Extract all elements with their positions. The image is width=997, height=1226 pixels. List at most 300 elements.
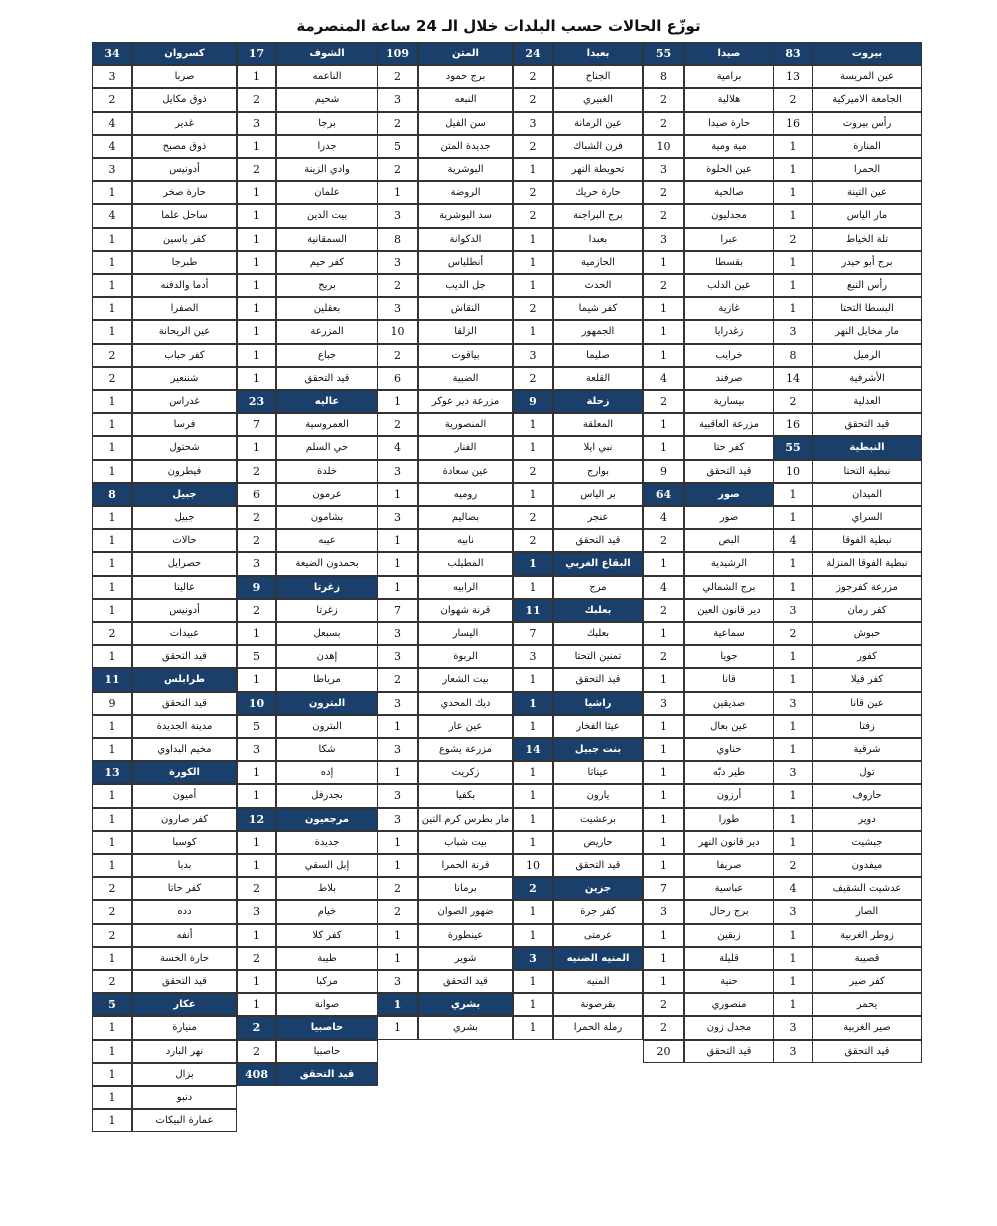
case-count-cell: 3 [773,900,813,923]
region-header-name: جزين [553,877,643,900]
case-count-cell: 1 [773,924,813,947]
case-count-cell: 1 [773,181,813,204]
region-header-name: صيدا [684,42,774,65]
town-name-cell: الأشرفية [812,367,922,390]
case-count-cell: 1 [237,436,276,459]
case-count-cell: 3 [377,251,418,274]
case-count-cell: 3 [92,158,132,181]
case-count-cell: 8 [773,344,813,367]
case-count-cell: 3 [773,692,813,715]
case-count-cell: 1 [237,297,276,320]
case-count-cell: 1 [513,761,553,784]
town-name-cell: العمروسية [276,413,378,436]
town-name-cell: عيثا الفخار [553,715,643,738]
case-count-cell: 1 [92,599,132,622]
region-header-count: 64 [643,483,684,506]
region-header-name: البقاع الغربي [553,552,643,575]
case-count-cell: 3 [377,88,418,111]
town-name-cell: برمانا [418,877,513,900]
town-name-cell: تلة الخياط [812,228,922,251]
case-count-cell: 1 [92,274,132,297]
town-name-cell: بعقلين [276,297,378,320]
case-count-cell: 5 [237,715,276,738]
case-count-cell: 3 [513,344,553,367]
case-count-cell: 1 [377,854,418,877]
case-count-cell: 1 [237,924,276,947]
town-name-cell: عين الحلوة [684,158,774,181]
case-count-cell: 2 [513,529,553,552]
case-count-cell: 1 [92,1063,132,1086]
case-count-cell: 2 [377,65,418,88]
case-count-cell: 1 [773,135,813,158]
case-count-cell: 1 [92,320,132,343]
town-name-cell: اليسار [418,622,513,645]
town-name-cell: رأس النبع [812,274,922,297]
town-name-cell: غدير [132,112,237,135]
region-header-count: 5 [92,993,132,1016]
town-name-cell: ديك المحدي [418,692,513,715]
case-count-cell: 2 [237,877,276,900]
case-count-cell: 1 [643,668,684,691]
town-name-cell: نبطية الفوقا [812,529,922,552]
case-count-cell: 7 [643,877,684,900]
case-count-cell: 1 [92,436,132,459]
town-name-cell: نابيه [418,529,513,552]
town-name-cell: عاليتا [132,576,237,599]
town-name-cell: دنبو [132,1086,237,1109]
case-count-cell: 7 [237,413,276,436]
case-count-cell: 3 [643,692,684,715]
case-count-cell: 1 [377,947,418,970]
town-name-cell: قصيبة [812,947,922,970]
town-name-cell: الصار [812,900,922,923]
case-count-cell: 1 [377,1016,418,1039]
town-name-cell: جبشيت [812,831,922,854]
town-name-cell: كفر كلا [276,924,378,947]
town-name-cell: البترون [276,715,378,738]
case-count-cell: 1 [513,228,553,251]
town-name-cell: صور [684,506,774,529]
case-count-cell: 3 [237,900,276,923]
case-count-cell: 1 [773,204,813,227]
town-name-cell: بلاط [276,877,378,900]
case-count-cell: 1 [377,924,418,947]
region-header-name: بشري [418,993,513,1016]
case-count-cell: 3 [377,622,418,645]
town-name-cell: قيد التحقق [276,367,378,390]
town-name-cell: سماعية [684,622,774,645]
case-count-cell: 1 [513,784,553,807]
town-name-cell: الحمرا [812,158,922,181]
region-header-count: 34 [92,42,132,65]
town-name-cell: مزرعة دير عوكر [418,390,513,413]
case-count-cell: 1 [643,854,684,877]
case-count-cell: 2 [513,65,553,88]
case-count-cell: 1 [773,993,813,1016]
case-count-cell: 3 [237,552,276,575]
town-name-cell: قيد التحقق [132,692,237,715]
town-name-cell: دير قانون العين [684,599,774,622]
case-count-cell: 1 [92,460,132,483]
case-count-cell: 1 [643,784,684,807]
town-name-cell: غدراس [132,390,237,413]
region-header-name: المنيه الضنيه [553,947,643,970]
town-name-cell: يحمر [812,993,922,1016]
case-count-cell: 7 [377,599,418,622]
town-name-cell: عبرا [684,228,774,251]
case-count-cell: 1 [513,668,553,691]
case-count-cell: 2 [377,900,418,923]
case-count-cell: 2 [92,900,132,923]
case-count-cell: 2 [513,460,553,483]
region-header-name: حاصبيا [276,1016,378,1039]
case-count-cell: 2 [377,274,418,297]
case-count-cell: 1 [237,854,276,877]
case-count-cell: 4 [643,367,684,390]
region-header-count: 408 [237,1063,276,1086]
town-name-cell: فرن الشباك [553,135,643,158]
region-header-count: 55 [643,42,684,65]
case-count-cell: 1 [92,413,132,436]
town-name-cell: أرزون [684,784,774,807]
region-header-count: 23 [237,390,276,413]
town-name-cell: نبي ايلا [553,436,643,459]
case-count-cell: 1 [513,576,553,599]
town-name-cell: حي السلم [276,436,378,459]
case-count-cell: 1 [237,320,276,343]
case-count-cell: 1 [92,715,132,738]
town-name-cell: كفر حباب [132,344,237,367]
case-count-cell: 1 [237,181,276,204]
case-count-cell: 5 [377,135,418,158]
region-header-name: الشوف [276,42,378,65]
case-count-cell: 16 [773,112,813,135]
case-count-cell: 13 [773,65,813,88]
town-name-cell: بشري [418,1016,513,1039]
town-name-cell: عين بعال [684,715,774,738]
region-header-name: عكار [132,993,237,1016]
town-name-cell: عين قانا [812,692,922,715]
case-count-cell: 1 [643,622,684,645]
region-header-name: طرابلس [132,668,237,691]
case-count-cell: 4 [377,436,418,459]
case-count-cell: 3 [237,112,276,135]
case-count-cell: 1 [773,552,813,575]
case-count-cell: 1 [773,831,813,854]
region-header-count: 13 [92,761,132,784]
town-name-cell: بكفيا [418,784,513,807]
town-name-cell: شحيم [276,88,378,111]
town-name-cell: برعشيت [553,808,643,831]
town-name-cell: قيد التحقق [553,854,643,877]
town-name-cell: بعلبك [553,622,643,645]
town-name-cell: حنية [684,970,774,993]
town-name-cell: عيبه [276,529,378,552]
case-count-cell: 1 [513,158,553,181]
case-count-cell: 4 [643,576,684,599]
case-count-cell: 1 [513,251,553,274]
town-name-cell: مزرعة يشوع [418,738,513,761]
case-count-cell: 1 [513,483,553,506]
town-name-cell: زكريت [418,761,513,784]
town-name-cell: زبقين [684,924,774,947]
region-header-count: 9 [513,390,553,413]
town-name-cell: الميدان [812,483,922,506]
case-count-cell: 4 [92,112,132,135]
town-name-cell: نبطية التحتا [812,460,922,483]
town-name-cell: كوسبا [132,831,237,854]
case-count-cell: 3 [377,784,418,807]
case-count-cell: 3 [513,645,553,668]
town-name-cell: بقرصونة [553,993,643,1016]
case-count-cell: 1 [237,784,276,807]
town-name-cell: جويا [684,645,774,668]
town-name-cell: أميون [132,784,237,807]
case-count-cell: 1 [513,970,553,993]
case-count-cell: 1 [377,576,418,599]
region-header-count: 1 [513,692,553,715]
town-name-cell: عين سعادة [418,460,513,483]
town-name-cell: الضبية [418,367,513,390]
town-name-cell: شرقية [812,738,922,761]
town-name-cell: طيبة [276,947,378,970]
region-header-count: 2 [237,1016,276,1039]
region-header-count: 83 [773,42,813,65]
region-header-count: 24 [513,42,553,65]
case-count-cell: 1 [643,320,684,343]
town-name-cell: عين المريسة [812,65,922,88]
town-name-cell: حاصبيا [276,1040,378,1063]
case-count-cell: 3 [237,738,276,761]
case-count-cell: 3 [643,158,684,181]
case-count-cell: 1 [773,947,813,970]
case-count-cell: 1 [513,274,553,297]
case-count-cell: 10 [643,135,684,158]
town-name-cell: قيد التحقق [132,645,237,668]
region-header-count: 1 [377,993,418,1016]
town-name-cell: العدلية [812,390,922,413]
case-count-cell: 6 [237,483,276,506]
town-name-cell: طير دبّه [684,761,774,784]
town-name-cell: قرنة شهوان [418,599,513,622]
town-name-cell: القلعة [553,367,643,390]
town-name-cell: روميه [418,483,513,506]
region-header-count: 11 [513,599,553,622]
town-name-cell: الروضة [418,181,513,204]
case-count-cell: 1 [92,947,132,970]
town-name-cell: رملة الحمرا [553,1016,643,1039]
case-count-cell: 3 [377,506,418,529]
region-header-name: مرجعيون [276,808,378,831]
town-name-cell: بزال [132,1063,237,1086]
case-count-cell: 1 [237,993,276,1016]
case-count-cell: 1 [92,506,132,529]
town-name-cell: حاريص [553,831,643,854]
case-count-cell: 1 [92,854,132,877]
town-name-cell: المنيه [553,970,643,993]
town-name-cell: علمان [276,181,378,204]
case-count-cell: 2 [773,88,813,111]
case-count-cell: 5 [237,645,276,668]
case-count-cell: 4 [643,506,684,529]
case-count-cell: 20 [643,1040,684,1063]
case-count-cell: 1 [643,970,684,993]
town-name-cell: الناعمه [276,65,378,88]
case-count-cell: 1 [92,1109,132,1132]
town-name-cell: صديقين [684,692,774,715]
case-count-cell: 10 [377,320,418,343]
town-name-cell: كفر شيما [553,297,643,320]
town-name-cell: الرميل [812,344,922,367]
case-count-cell: 1 [643,715,684,738]
town-name-cell: بر الياس [553,483,643,506]
case-count-cell: 2 [643,274,684,297]
case-count-cell: 1 [237,367,276,390]
town-name-cell: أدما والدفنه [132,274,237,297]
case-count-cell: 2 [513,88,553,111]
region-header-count: 109 [377,42,418,65]
town-name-cell: منيارة [132,1016,237,1039]
case-count-cell: 1 [513,993,553,1016]
region-header-name: زغرتا [276,576,378,599]
town-name-cell: المطيلب [418,552,513,575]
town-name-cell: حارة الخسة [132,947,237,970]
case-count-cell: 2 [643,390,684,413]
town-name-cell: برج الشمالي [684,576,774,599]
town-name-cell: قيد التحقق [418,970,513,993]
town-name-cell: زفتا [812,715,922,738]
case-count-cell: 1 [513,436,553,459]
town-name-cell: خرايب [684,344,774,367]
case-count-cell: 1 [513,413,553,436]
town-name-cell: برامية [684,65,774,88]
town-name-cell: قانا [684,668,774,691]
town-name-cell: فيطرون [132,460,237,483]
town-name-cell: مار بطرس كرم التين [418,808,513,831]
case-count-cell: 3 [773,599,813,622]
town-name-cell: ذوق مصبح [132,135,237,158]
case-count-cell: 8 [643,65,684,88]
town-name-cell: كفر حاتا [132,877,237,900]
town-name-cell: إهدن [276,645,378,668]
town-name-cell: كفور [812,645,922,668]
case-count-cell: 4 [92,135,132,158]
case-count-cell: 3 [377,692,418,715]
case-count-cell: 2 [773,854,813,877]
town-name-cell: كفر حتا [684,436,774,459]
case-count-cell: 9 [643,460,684,483]
case-count-cell: 2 [237,1040,276,1063]
region-header-name: بعبدا [553,42,643,65]
town-name-cell: ذوق مكايل [132,88,237,111]
town-name-cell: الرشيدية [684,552,774,575]
case-count-cell: 1 [773,158,813,181]
region-header-name: بنت جبيل [553,738,643,761]
town-name-cell: جل الديب [418,274,513,297]
case-count-cell: 3 [377,738,418,761]
town-name-cell: دوير [812,808,922,831]
town-name-cell: مدينة الجديدة [132,715,237,738]
case-count-cell: 2 [377,112,418,135]
case-count-cell: 2 [773,228,813,251]
town-name-cell: وادي الزينة [276,158,378,181]
case-count-cell: 1 [237,622,276,645]
case-count-cell: 3 [377,808,418,831]
town-name-cell: قيد التحقق [553,529,643,552]
case-count-cell: 1 [237,761,276,784]
case-count-cell: 2 [513,181,553,204]
town-name-cell: فرسا [132,413,237,436]
town-name-cell: بسبعل [276,622,378,645]
town-name-cell: بياقوت [418,344,513,367]
town-name-cell: الزلقا [418,320,513,343]
town-name-cell: كفر فيلا [812,668,922,691]
town-name-cell: برج رحال [684,900,774,923]
case-count-cell: 2 [513,506,553,529]
town-name-cell: البص [684,529,774,552]
case-count-cell: 2 [377,344,418,367]
town-name-cell: الربوة [418,645,513,668]
case-count-cell: 1 [92,784,132,807]
case-count-cell: 2 [643,181,684,204]
case-count-cell: 2 [773,390,813,413]
case-count-cell: 10 [773,460,813,483]
case-count-cell: 1 [377,715,418,738]
town-name-cell: طورا [684,808,774,831]
case-count-cell: 1 [513,900,553,923]
town-name-cell: المنارة [812,135,922,158]
town-name-cell: الغبيري [553,88,643,111]
region-header-count: 55 [773,436,813,459]
town-name-cell: مزرعة العاقبية [684,413,774,436]
case-count-cell: 2 [643,204,684,227]
case-count-cell: 2 [513,204,553,227]
case-count-cell: 1 [237,274,276,297]
case-count-cell: 1 [92,645,132,668]
case-count-cell: 2 [377,668,418,691]
region-header-name: بيروت [812,42,922,65]
region-header-name: عاليه [276,390,378,413]
case-count-cell: 3 [773,320,813,343]
town-name-cell: يارون [553,784,643,807]
case-count-cell: 1 [92,1040,132,1063]
town-name-cell: ساحل علما [132,204,237,227]
case-count-cell: 2 [92,367,132,390]
town-name-cell: زوطر الغربية [812,924,922,947]
town-name-cell: صير الغربية [812,1016,922,1039]
region-header-count: 17 [237,42,276,65]
case-count-cell: 1 [377,761,418,784]
case-count-cell: 1 [773,808,813,831]
town-name-cell: الصفرا [132,297,237,320]
town-name-cell: زغدرايا [684,320,774,343]
town-name-cell: حارة صخر [132,181,237,204]
case-count-cell: 2 [643,1016,684,1039]
case-count-cell: 1 [773,576,813,599]
page-title: توزّع الحالات حسب البلدات خلال الـ 24 ساعة المنصرمة [296,17,701,35]
case-count-cell: 1 [237,970,276,993]
case-count-cell: 2 [92,344,132,367]
town-name-cell: منصوري [684,993,774,1016]
town-name-cell: مرج [553,576,643,599]
case-count-cell: 4 [773,529,813,552]
town-name-cell: بصاليم [418,506,513,529]
case-count-cell: 1 [643,924,684,947]
town-name-cell: بقسطا [684,251,774,274]
town-name-cell: عينطورة [418,924,513,947]
town-name-cell: تحويطة النهر [553,158,643,181]
case-count-cell: 1 [237,65,276,88]
